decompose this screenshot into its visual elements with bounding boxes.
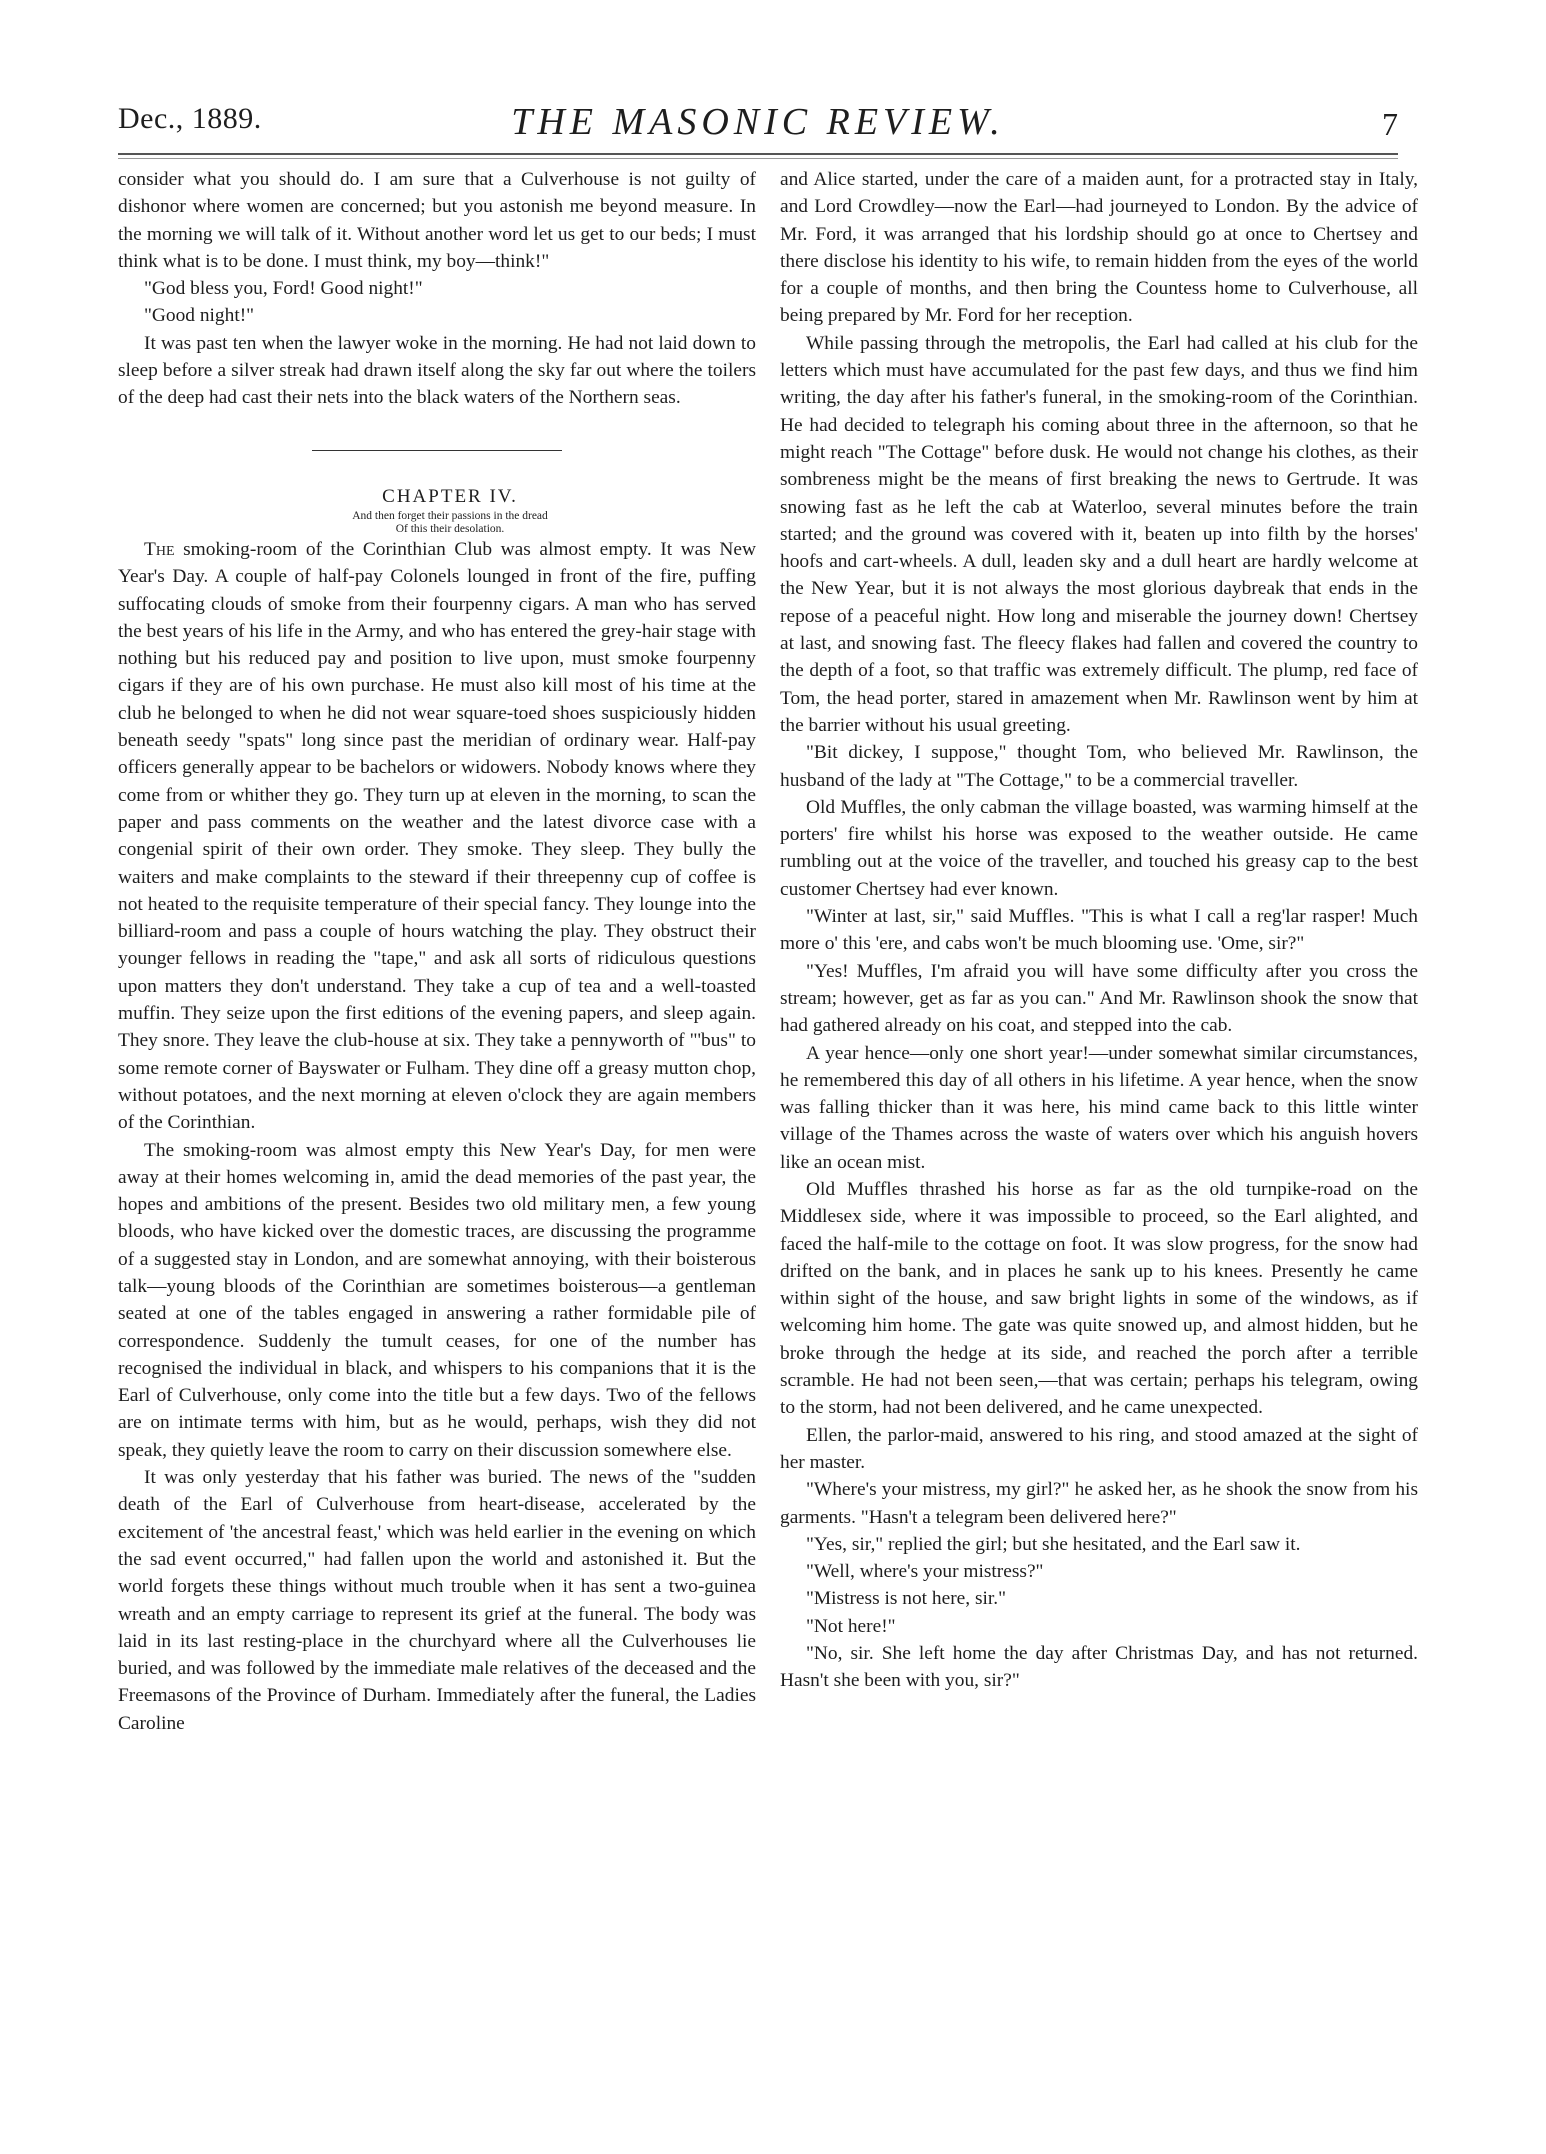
paragraph: "God bless you, Ford! Good night!" xyxy=(144,278,423,300)
paragraph: "Where's your mistress, my girl?" he asked her, as he shook the snow from his garments. "Hasn't a telegram been delivered here?" xyxy=(780,1479,1418,1528)
publication-title: THE MASONIC REVIEW. xyxy=(511,101,1005,143)
paragraph: "Not here!" xyxy=(806,1615,896,1637)
paragraph: "Bit dickey, I suppose," thought Tom, who believed Mr. Rawlinson, the husband of the lady at "The Cottage," to be a commercial traveller. xyxy=(780,742,1418,791)
paragraph: "Good night!" xyxy=(144,305,255,327)
paragraph: "Well, where's your mistress?" xyxy=(806,1561,1044,1583)
right-column xyxy=(780,166,1418,1695)
paragraph: "Mistress is not here, sir." xyxy=(806,1588,1007,1610)
paragraph: It was only yesterday that his father was buried. The news of the "sudden death of the Earl of Culverhouse from heart-disease, accelerated by the excitement of 'the ancestral feast,' which was held earlier in the evening on which the sad event occurred," had fallen upon the world and astonished it. But the world forgets these things without much trouble when it has sent a two-guinea wreath and an empty carriage to represent its grief at the funeral. The body was laid in its last resting-place in the churchyard where all the Culverhouses lie buried, and was followed by the immediate male relatives of the deceased and the Freemasons of the Province of Durham. Immediately after the funeral, the Ladies Caroline xyxy=(118,1467,756,1734)
header-rule-thin xyxy=(118,158,1398,159)
issue-date: Dec., 1889. xyxy=(118,102,262,135)
paragraph: The smoking-room was almost empty this New Year's Day, for men were away at their homes welcoming in, amid the dead memories of the past year, the hopes and ambitions of the present. Besides two old military men, a few young bloods, who have kicked over the domestic traces, are discussing the programme of a suggested stay in London, and are somewhat annoying, with their boisterous talk—young bloods of the Corinthian are sometimes boisterous—a gentleman seated at one of the tables engaged in answering a rather formidable pile of correspondence. Suddenly the tumult ceases, for one of the number has recognised the individual in black, and whispers to his companions that it is the Earl of Culverhouse, only come into the title but a few days. Two of the fellows are on intimate terms with him, but as he would, perhaps, wish they did not speak, they quietly leave the room to carry on their discussion somewhere else. xyxy=(118,1139,756,1461)
paragraph: It was past ten when the lawyer woke in the morning. He had not laid down to sleep before a silver streak had drawn itself along the sky far out where the toilers of the deep had cast their nets into the black waters of the Northern seas. xyxy=(118,332,756,409)
running-header xyxy=(118,100,1398,150)
section-divider xyxy=(312,450,562,451)
paragraph: Old Muffles thrashed his horse as far as the old turnpike-road on the Middlesex side, where it was impossible to proceed, so the Earl alighted, and faced the half-mile to the cottage on foot. It was slow progress, for the snow had drifted on the bank, and in places he sank up to his knees. Presently he came within sight of the house, and saw bright lights in some of the windows, as if welcoming him home. The gate was quite snowed up, and almost hidden, but he broke through the hedge at its side, and reached the porch after a terrible scramble. He had not been seen,—that was certain; perhaps his telegram, owing to the storm, had not been delivered, and he came unexpected. xyxy=(780,1178,1418,1419)
chapter-epigraph xyxy=(118,510,756,536)
paragraph: While passing through the metropolis, the Earl had called at his club for the letters which must have accumulated for the past few days, and thus we find him writing, the day after his father's funeral, in the smoking-room of the Corinthian. He had decided to telegraph his coming about three in the afternoon, so that he might reach "The Cottage" before dusk. He would not change his clothes, as their sombreness might be the means of first breaking the news to Gertrude. It was snowing fast as he left the cab at Waterloo, several minutes before the train started; and the ground was covered with it, beaten up into filth by the horses' hoofs and cart-wheels. A dull, leaden sky and a dull heart are hardly welcome at the New Year, but it is not always the most glorious daybreak that ends in the repose of a peaceful night. How long and miserable the journey down! Chertsey at last, and snowing fast. The fleecy flakes had fallen and covered the country to the depth of a foot, so that traffic was extremely difficult. The plump, red face of Tom, the head porter, stared in amazement when Mr. Rawlinson went by him at the barrier without his usual greeting. xyxy=(780,332,1418,736)
paragraph-text: smoking-room of the Corinthian Club was almost empty. It was New Year's Day. A couple of half-pay Colonels lounged in front of the fire, puffing suffocating clouds of smoke from their fourpenny cigars. A man who has served the best years of his life in the Army, and who has entered the grey-hair stage with nothing but his reduced pay and position to live upon, must smoke fourpenny cigars if they are of his own purchase. He must also kill most of his time at the club he belonged to when he did not wear square-toed shoes suspiciously hidden beneath seedy "spats" long since past the meridian of ordinary wear. Half-pay officers generally appear to be bachelors or widowers. Nobody knows where they come from or whither they go. They turn up at eleven in the morning, to scan the paper and pass comments on the weather and the latest divorce case with a congenial spirit of their own order. They smoke. They sleep. They bully the waiters and make complaints to the steward if their threepenny cup of coffee is not heated to the requisite temperature of their special fancy. They lounge into the billiard-room and pass a couple of hours watching the play. They obstruct their younger fellows in reading the "tape," and ask all sorts of ridiculous questions upon matters they don't understand. They take a cup of tea and a well-toasted muffin. They seize upon the first editions of the evening papers, and sleep again. They snore. They leave the club-house at six. They take a pennyworth of "'bus" to some remote corner of Bayswater or Fulham. They dine off a greasy mutton chop, without potatoes, and the next morning at eleven o'clock they are again members of the Corinthian. xyxy=(118,538,756,1134)
paragraph: Old Muffles, the only cabman the village boasted, was warming himself at the porters' fire whilst his horse was exposed to the weather outside. He came rumbling out at the voice of the traveller, and touched his greasy cap to the best customer Chertsey had ever known. xyxy=(780,796,1418,900)
paragraph xyxy=(118,536,756,1137)
paragraph: "No, sir. She left home the day after Christmas Day, and has not returned. Hasn't she been with you, sir?" xyxy=(780,1643,1418,1692)
page-number: 7 xyxy=(1382,106,1398,142)
epigraph-line: And then forget their passions in the dread xyxy=(352,509,548,522)
paragraph: and Alice started, under the care of a maiden aunt, for a protracted stay in Italy, and Lord Crowdley—now the Earl—had journeyed to London. By the advice of Mr. Ford, it was arranged that his lordship should go at once to Chertsey and there disclose his identity to his wife, to remain hidden from the eyes of the world for a couple of months, and then bring the Countess home to Culverhouse, all being prepared by Mr. Ford for her reception. xyxy=(780,169,1418,327)
paragraph: Ellen, the parlor-maid, answered to his ring, and stood amazed at the sight of her master. xyxy=(780,1424,1418,1473)
paragraph: consider what you should do. I am sure that a Culverhouse is not guilty of dishonor where women are concerned; but you astonish me beyond measure. In the morning we will talk of it. Without another word let us get to our beds; I must think what is to be done. I must think, my boy—think!" xyxy=(118,169,756,272)
paragraph: "Winter at last, sir," said Muffles. "This is what I call a reg'lar rasper! Much more o' this 'ere, and cabs won't be much blooming use. 'Ome, sir?" xyxy=(780,906,1418,955)
epigraph-line: Of this their desolation. xyxy=(395,522,505,535)
paragraph: "Yes! Muffles, I'm afraid you will have some difficulty after you cross the stream; however, get as far as you can." And Mr. Rawlinson shook the snow that had gathered already on his coat, and stepped into the cab. xyxy=(780,960,1418,1037)
paragraph: "Yes, sir," replied the girl; but she hesitated, and the Earl saw it. xyxy=(806,1533,1301,1555)
opening-word: The xyxy=(144,538,175,560)
paragraph: A year hence—only one short year!—under somewhat similar circumstances, he remembered this day of all others in his lifetime. A year hence, when the snow was falling thicker than it was here, his mind came back to this little winter village of the Thames across the waste of waters over which his anguish hovers like an ocean mist. xyxy=(780,1042,1418,1173)
chapter-heading: CHAPTER IV. xyxy=(382,485,518,507)
header-rule xyxy=(118,153,1398,155)
left-column xyxy=(118,166,756,1737)
